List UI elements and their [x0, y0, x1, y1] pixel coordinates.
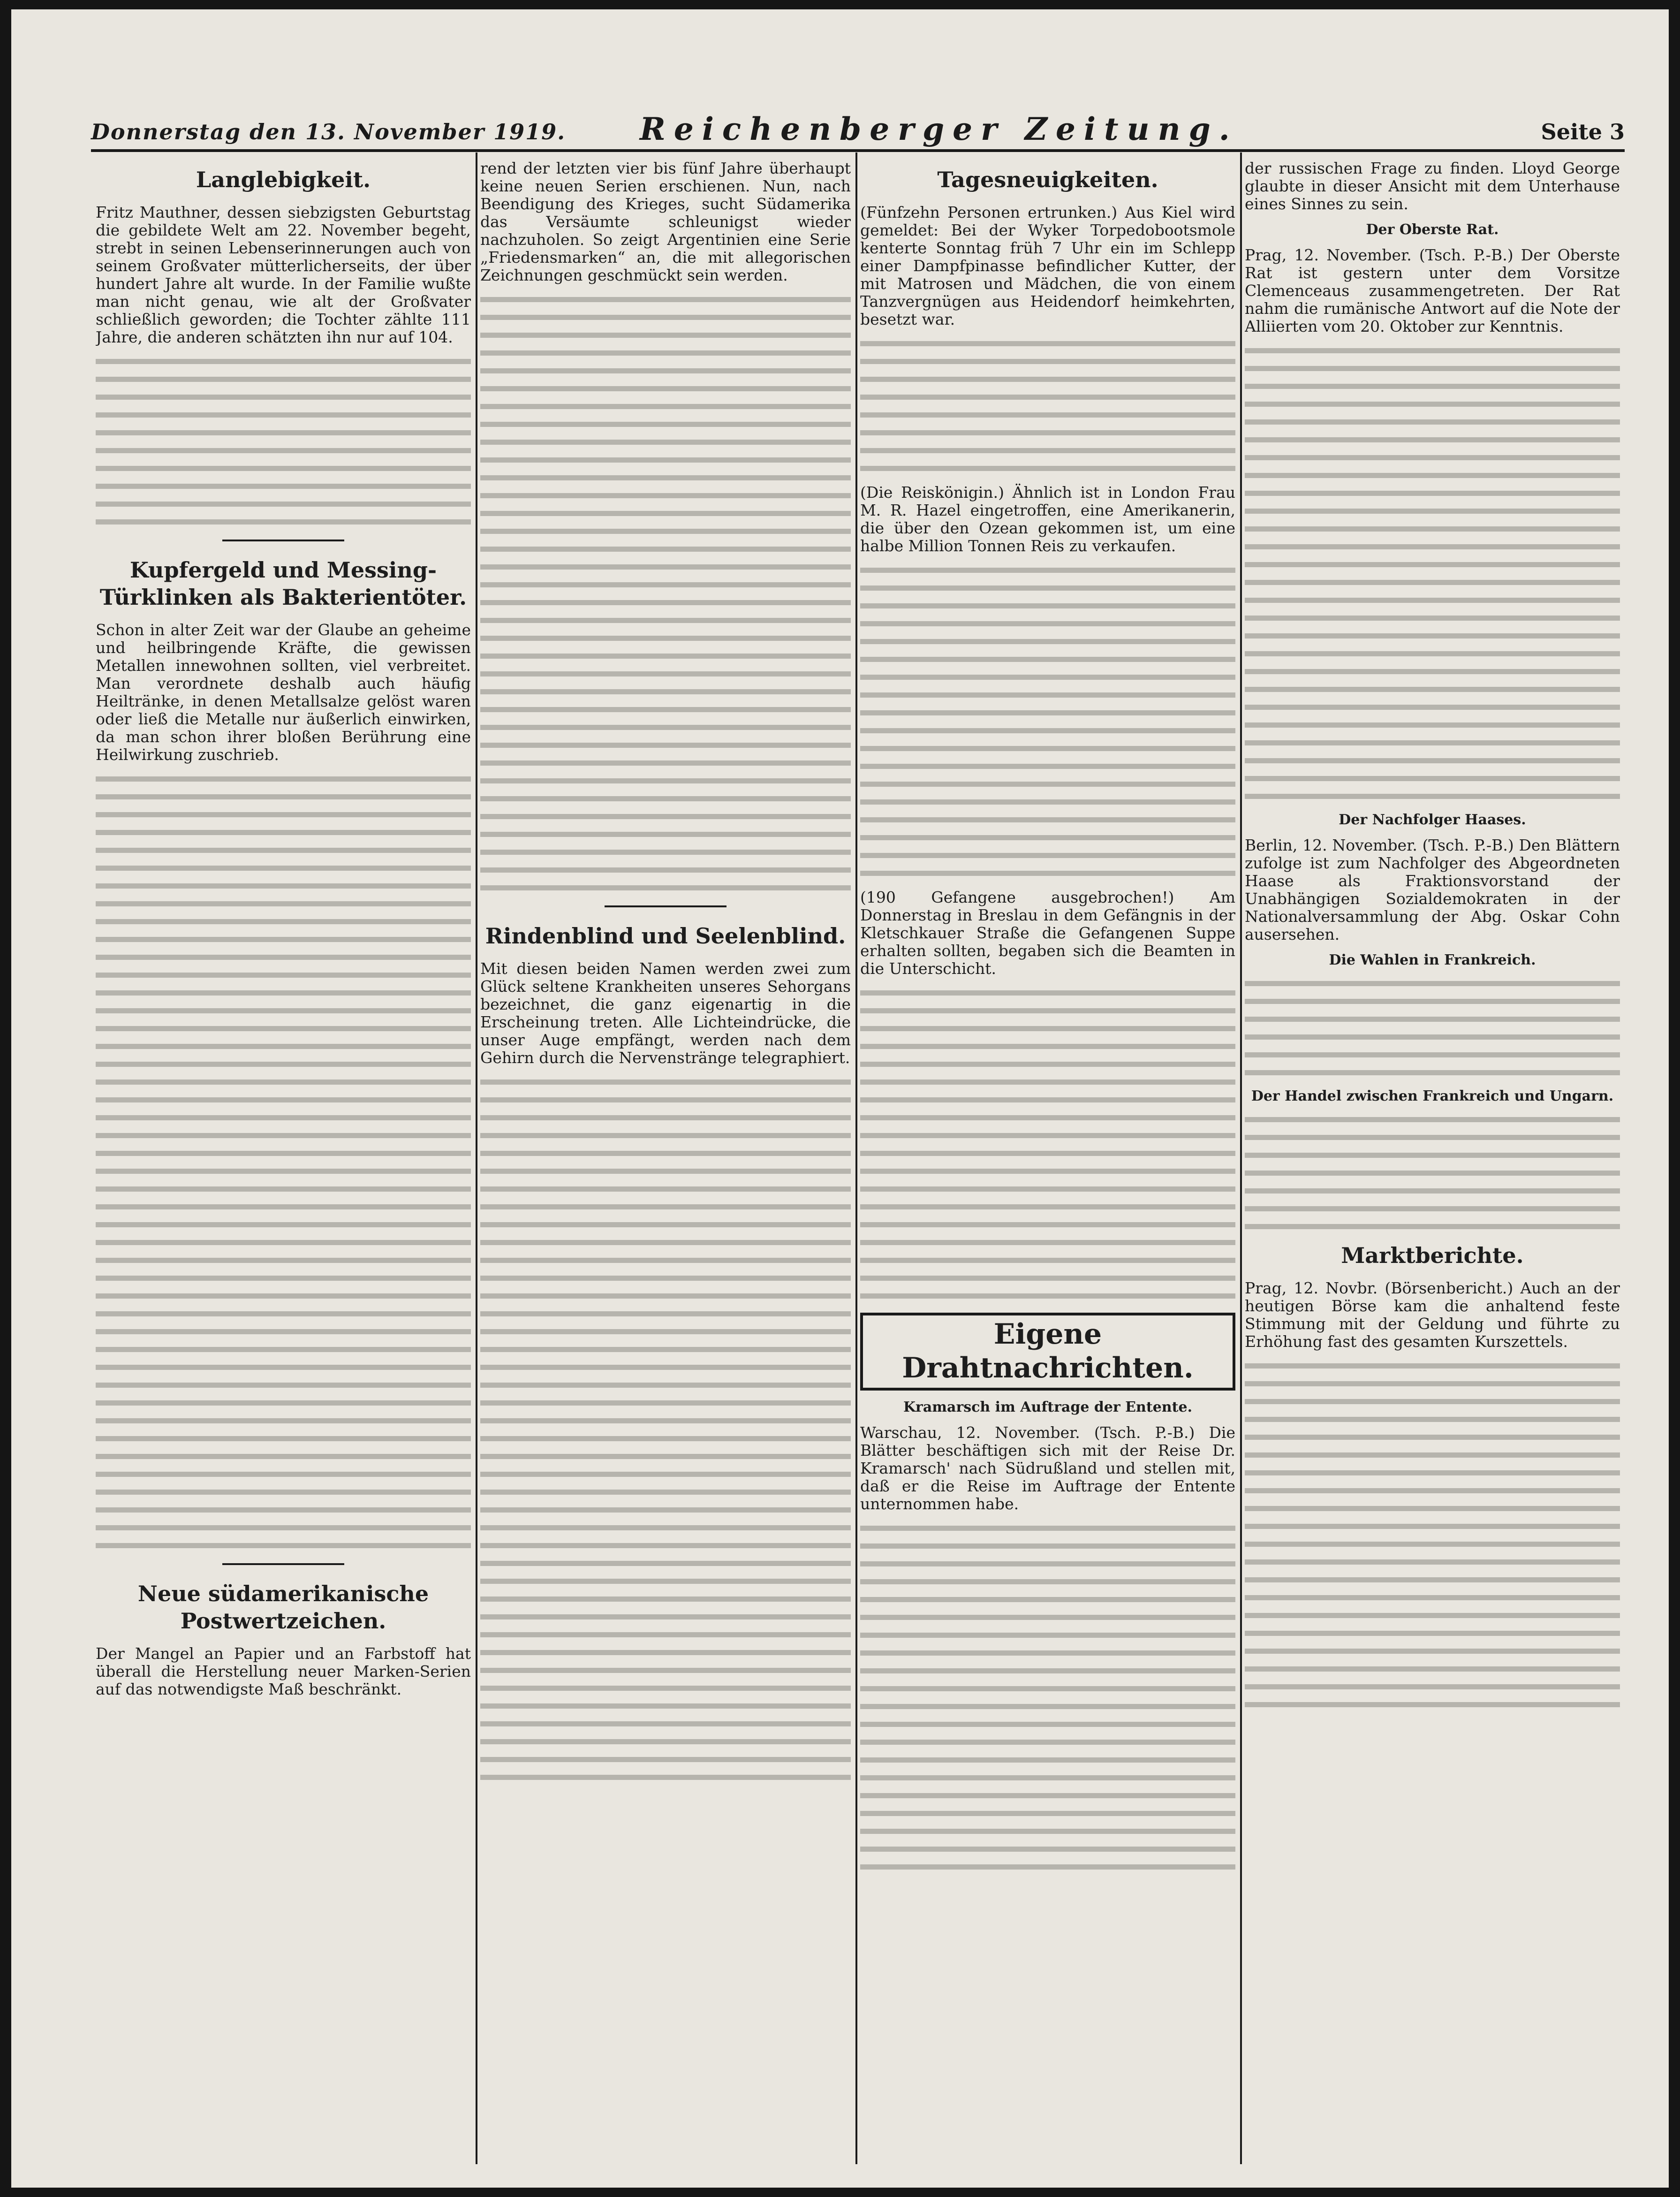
text-filler [860, 568, 1235, 876]
text-filler [96, 776, 471, 1548]
article-text: Mit diesen beiden Namen werden zwei zum Glück seltene Krankheiten unseres Sehorgans bezeichnet, die ganz eigenartig in die Erscheinung treten. Alle Lichteindrücke, die unser Auge empfängt, werden nach dem Gehirn durch die Nervenstränge telegraphiert. [480, 959, 851, 1067]
article-text: Prag, 12. Novbr. (Börsenbericht.) Auch an der heutigen Börse kam die anhaltend feste Stimmung mit der Geldung und führte zu Erhöhung fast des gesamten Kurszettels. [1245, 1279, 1620, 1351]
text-filler [96, 359, 471, 525]
article-text: Berlin, 12. November. (Tsch. P.-B.) Den Blättern zufolge ist zum Nachfolger des Abgeordneten Haase als Fraktionsvorstand der Unabhängigen Sozialdemokraten in der Nationalversammlung der Abg. Oskar Cohn ausersehen. [1245, 836, 1620, 943]
text-filler [480, 1079, 851, 1780]
text-filler [1245, 348, 1620, 799]
text-filler [1245, 1363, 1620, 1707]
text-filler [860, 990, 1235, 1299]
column-2 [480, 160, 851, 2159]
article-text: Schon in alter Zeit war der Glaube an geheime und heilbringende Kräfte, die gewissen Metallen innewohnen sollten, viel verbreitet. Man verordnete deshalb auch häufig Heiltränke, in denen Metallsalze gelöst waren oder ließ die Metalle nur äußerlich einwirken, da man schon ihrer bloßen Berührung eine Heilwirkung zuschrieb. [96, 621, 471, 764]
page-number: Seite 3 [1541, 119, 1625, 144]
column-3 [860, 160, 1235, 2159]
column-rule [476, 152, 477, 2164]
article-text: rend der letzten vier bis fünf Jahre überhaupt keine neuen Serien erschienen. Nun, nach Beendigung des Krieges, sucht Südamerika das Versäumte schleunigst wieder nachzuholen. So zeigt Argentinien eine Serie „Friedensmarken“ an, die mit allegorischen Zeichnungen geschmückt sein werden. [480, 160, 851, 284]
column-rule [855, 152, 857, 2164]
newspaper-title: Reichenberger Zeitung. [640, 111, 1238, 147]
masthead [91, 112, 1625, 152]
article-text: Fritz Mauthner, dessen siebzigsten Geburtstag die gebildete Welt am 22. November begeht, strebt in seinen Lebenserinnerungen auch von seinem Großvater mütterlicherseits, der über hundert Jahre alt wurde. In der Familie wußte man nicht genau, wie alt der Großvater schließlich geworden; die Tochter zählte 111 Jahre, die anderen schätzten ihn nur auf 104. [96, 203, 471, 346]
text-filler [1245, 981, 1620, 1075]
article-text: Warschau, 12. November. (Tsch. P.-B.) Die Blätter beschäftigen sich mit der Reise Dr. Kramarsch' nach Südrußland und stellen mit, daß er die Reise im Auftrage der Entente unternommen habe. [860, 1423, 1235, 1513]
article-subheadline: Die Wahlen in Frankreich. [1329, 952, 1536, 968]
column-1 [96, 160, 471, 2159]
text-filler [1245, 1117, 1620, 1229]
article-text: Prag, 12. November. (Tsch. P.-B.) Der Oberste Rat ist gestern unter dem Vorsitze Clemenceaus zusammengetreten. Der Rat nahm die rumänische Antwort auf die Note der Alliierten vom 20. Oktober zur Kenntnis. [1245, 246, 1620, 335]
article-headline: Langlebigkeit. [196, 167, 371, 192]
section-divider [605, 905, 726, 907]
section-divider [222, 540, 344, 541]
article-text: Der Mangel an Papier und an Farbstoff hat überall die Herstellung neuer Marken-Serien auf das notwendigste Maß beschränkt. [96, 1644, 471, 1698]
article-subheadline: Der Oberste Rat. [1366, 221, 1499, 238]
issue-date: Donnerstag den 13. November 1919. [91, 119, 566, 144]
text-filler [860, 341, 1235, 471]
text-filler [480, 297, 851, 890]
section-headline: Marktberichte. [1341, 1243, 1524, 1268]
article-text: (190 Gefangene ausgebrochen!) Am Donnerstag in Breslau in dem Gefängnis in der Kletschkauer Straße die Gefangenen Suppe erhalten sollten, begaben sich die Beamten in die Unterschicht. [860, 888, 1235, 978]
column-4 [1245, 160, 1620, 2159]
article-headline: Neue südamerikanische Postwertzeichen. [137, 1581, 429, 1634]
column-rule [1240, 152, 1242, 2164]
text-filler [860, 1526, 1235, 1870]
section-divider [222, 1563, 344, 1565]
section-headline: Tagesneuigkeiten. [937, 167, 1158, 192]
article-text: (Fünfzehn Personen ertrunken.) Aus Kiel wird gemeldet: Bei der Wyker Torpedobootsmole kenterte Sonntag früh 7 Uhr ein im Schlepp einer Dampfpinasse befindlicher Kutter, der mit Matrosen und Mädchen, die von einem Tanzvergnügen aus Heidendorf heimkehrten, besetzt war. [860, 203, 1235, 328]
article-subheadline: Kramarsch im Auftrage der Entente. [903, 1399, 1193, 1415]
article-subheadline: Der Nachfolger Haases. [1339, 812, 1526, 828]
article-headline: Rindenblind und Seelenblind. [485, 923, 846, 949]
article-headline: Kupfergeld und Messing-Türklinken als Bakterientöter. [99, 557, 467, 610]
article-subheadline: Der Handel zwischen Frankreich und Ungarn. [1251, 1088, 1614, 1104]
article-text: (Die Reiskönigin.) Ähnlich ist in London Frau M. R. Hazel eingetroffen, eine Amerikanerin, die über den Ozean gekommen ist, um eine halbe Million Tonnen Reis zu verkaufen. [860, 483, 1235, 555]
section-headline: Eigene Drahtnachrichten. [860, 1313, 1235, 1391]
newspaper-page [11, 9, 1669, 2188]
article-text: der russischen Frage zu finden. Lloyd George glaubte in dieser Ansicht mit dem Unterhause eines Sinnes zu sein. [1245, 160, 1620, 213]
